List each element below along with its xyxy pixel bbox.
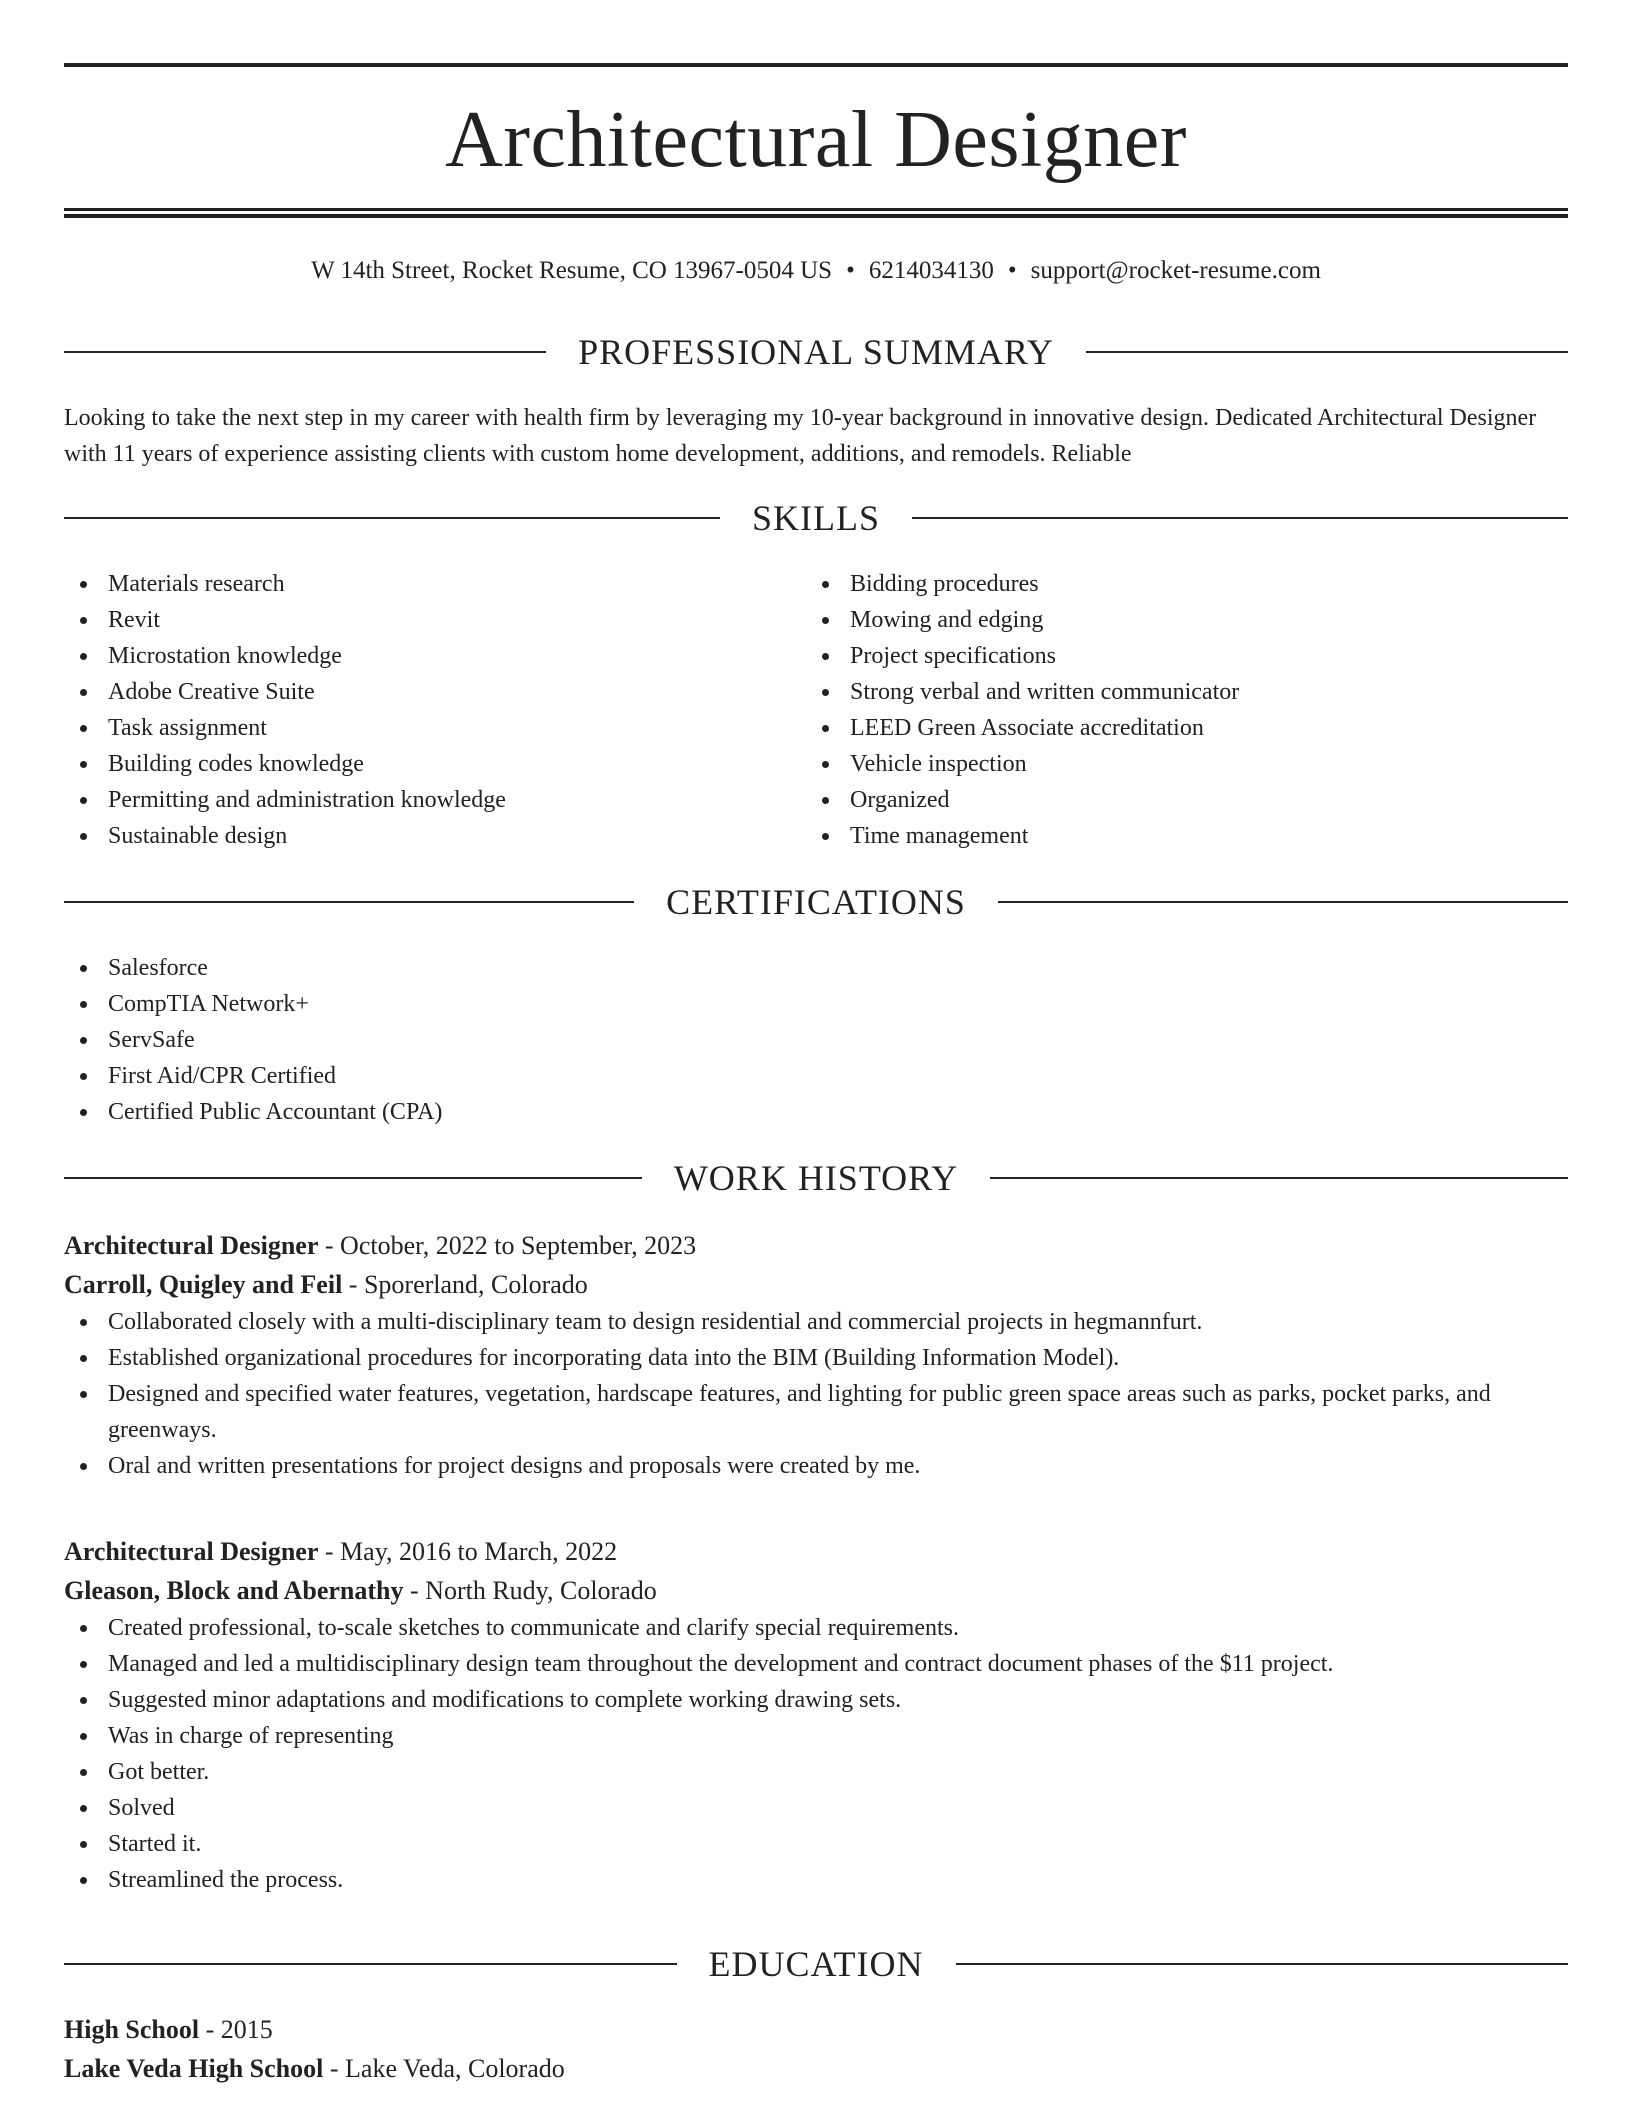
list-item: Managed and led a multidisciplinary design team throughout the development and contract document phases of the $11 project. [64, 1646, 1568, 1682]
section-heading-summary [64, 330, 1568, 374]
job-dates: - October, 2022 to September, 2023 [318, 1231, 697, 1260]
section-title: CERTIFICATIONS [666, 882, 966, 922]
contact-email: support@rocket-resume.com [1030, 257, 1321, 284]
list-item: Salesforce [64, 950, 1568, 986]
list-item: CompTIA Network+ [64, 986, 1568, 1022]
contact-phone: 6214034130 [868, 257, 994, 284]
section-title: SKILLS [752, 498, 881, 538]
list-item: Mowing and edging [806, 602, 1506, 638]
job-company: Gleason, Block and Abernathy [64, 1576, 404, 1605]
job-entry [64, 1226, 1568, 1484]
heading-rule [998, 901, 1568, 903]
job-company-line [64, 1571, 1568, 1610]
list-item: Revit [64, 602, 764, 638]
skills-column-left [64, 566, 764, 854]
job-title-line [64, 1226, 1568, 1265]
list-item: Strong verbal and written communicator [806, 674, 1506, 710]
header-double-rule [64, 208, 1568, 218]
job-bullets [64, 1304, 1568, 1484]
heading-rule [64, 517, 720, 519]
job-entry [64, 1532, 1568, 1898]
job-location: - North Rudy, Colorado [403, 1576, 657, 1605]
list-item: Building codes knowledge [64, 746, 764, 782]
section-heading-certifications [64, 880, 1568, 924]
skills-list-left [64, 566, 764, 854]
list-item: Was in charge of representing [64, 1718, 1568, 1754]
skills-list-right [806, 566, 1506, 854]
section-title: WORK HISTORY [673, 1158, 959, 1198]
skills-column-right [806, 566, 1506, 854]
education-year: - 2015 [199, 2015, 273, 2044]
list-item: First Aid/CPR Certified [64, 1058, 1568, 1094]
education-location: - Lake Veda, Colorado [323, 2054, 565, 2083]
list-item: Oral and written presentations for project designs and proposals were created by me. [64, 1448, 1568, 1484]
list-item: Created professional, to-scale sketches to communicate and clarify special requirements. [64, 1610, 1568, 1646]
list-item: Organized [806, 782, 1506, 818]
list-item: Streamlined the process. [64, 1862, 1568, 1898]
education-school: Lake Veda High School [64, 2054, 324, 2083]
list-item: Adobe Creative Suite [64, 674, 764, 710]
list-item: Task assignment [64, 710, 764, 746]
list-item: Certified Public Accountant (CPA) [64, 1094, 1568, 1130]
education-degree-line [64, 2010, 1568, 2049]
job-title-line [64, 1532, 1568, 1571]
job-location: - Sporerland, Colorado [342, 1270, 588, 1299]
heading-rule [912, 517, 1568, 519]
heading-rule [1086, 351, 1568, 353]
certifications-block [64, 950, 1568, 1130]
list-item: ServSafe [64, 1022, 1568, 1058]
section-heading-work [64, 1156, 1568, 1200]
list-item: Collaborated closely with a multi-disciplinary team to design residential and commercial projects in hegmannfurt. [64, 1304, 1568, 1340]
summary-text: Looking to take the next step in my career with health firm by leveraging my 10-year background in innovative design. Dedicated Architectural Designer with 11 years of experience assisting clients with custom home development, additions, and remodels. Reliable [64, 405, 1537, 467]
section-heading-skills [64, 496, 1568, 540]
certifications-list [64, 950, 1568, 1130]
list-item: Sustainable design [64, 818, 764, 854]
heading-rule [956, 1963, 1569, 1965]
contact-separator: • [1007, 257, 1017, 284]
job-bullets [64, 1610, 1568, 1898]
job-title: Architectural Designer [64, 1537, 319, 1566]
list-item: Microstation knowledge [64, 638, 764, 674]
heading-rule [990, 1177, 1568, 1179]
list-item: Established organizational procedures for incorporating data into the BIM (Building Information Model). [64, 1340, 1568, 1376]
job-company: Carroll, Quigley and Feil [64, 1270, 343, 1299]
list-item: Vehicle inspection [806, 746, 1506, 782]
section-title: EDUCATION [708, 1944, 924, 1984]
heading-rule [64, 351, 546, 353]
heading-rule [64, 1963, 677, 1965]
top-rule [64, 63, 1568, 67]
education-degree: High School [64, 2015, 200, 2044]
contact-address: W 14th Street, Rocket Resume, CO 13967-0504 US [311, 257, 833, 284]
heading-rule [64, 1177, 642, 1179]
list-item: Bidding procedures [806, 566, 1506, 602]
list-item: Designed and specified water features, vegetation, hardscape features, and lighting for public green space areas such as parks, pocket parks, and greenways. [64, 1376, 1568, 1448]
resume-name: Architectural Designer [445, 96, 1187, 184]
contact-line [64, 254, 1568, 288]
section-title: PROFESSIONAL SUMMARY [578, 332, 1054, 372]
list-item: Time management [806, 818, 1506, 854]
list-item: Started it. [64, 1826, 1568, 1862]
job-title: Architectural Designer [64, 1231, 319, 1260]
list-item: Permitting and administration knowledge [64, 782, 764, 818]
contact-separator: • [846, 257, 855, 284]
education-entry [64, 2010, 1568, 2088]
list-item: LEED Green Associate accreditation [806, 710, 1506, 746]
list-item: Materials research [64, 566, 764, 602]
heading-rule [64, 901, 634, 903]
job-company-line [64, 1265, 1568, 1304]
list-item: Got better. [64, 1754, 1568, 1790]
job-dates: - May, 2016 to March, 2022 [318, 1537, 618, 1566]
list-item: Solved [64, 1790, 1568, 1826]
list-item: Suggested minor adaptations and modifications to complete working drawing sets. [64, 1682, 1568, 1718]
list-item: Project specifications [806, 638, 1506, 674]
section-heading-education [64, 1942, 1568, 1986]
education-school-line [64, 2049, 1568, 2088]
